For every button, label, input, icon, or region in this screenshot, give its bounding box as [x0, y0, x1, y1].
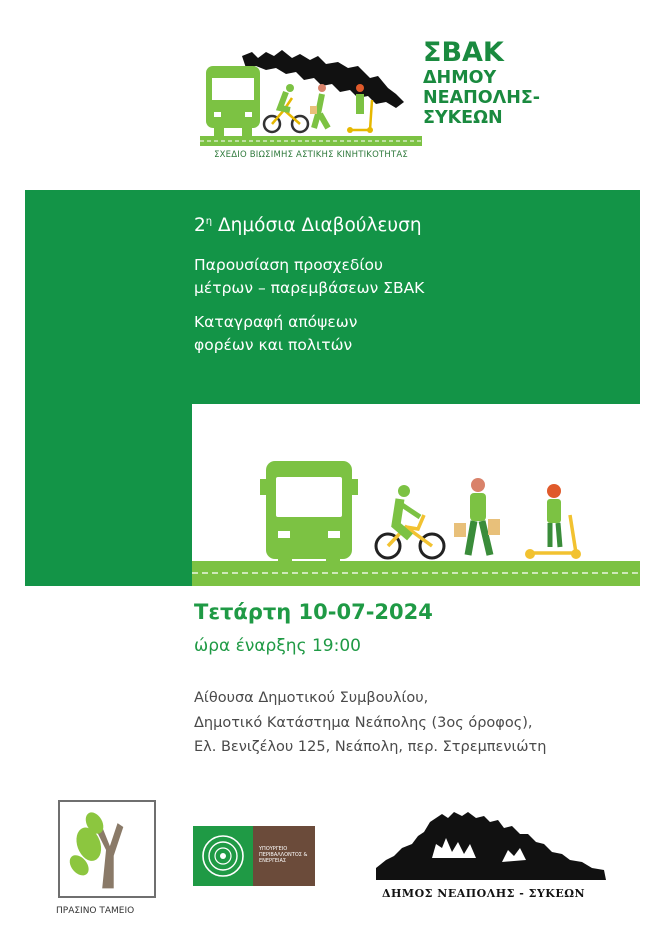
scooter-icon	[525, 484, 581, 559]
tree-icon	[66, 809, 123, 888]
municipality-caption: ΔΗΜΟΣ ΝΕΑΠΟΛΗΣ - ΣΥΚΕΩΝ	[382, 887, 586, 900]
cyclist-icon	[264, 84, 308, 132]
consultation-title	[194, 215, 624, 236]
brand-title: ΣΒΑΚ	[423, 37, 504, 68]
bus-icon	[260, 461, 358, 563]
municipality-logo	[372, 808, 610, 888]
green-fund-logo	[58, 800, 156, 898]
sump-logo	[200, 44, 422, 164]
sump-logo-caption: ΣΧΕΔΙΟ ΒΙΩΣΙΜΗΣ ΑΣΤΙΚΗΣ ΚΙΝΗΤΙΚΟΤΗΤΑΣ	[214, 150, 408, 160]
brand-line-1: ΔΗΜΟΥ	[423, 68, 497, 88]
banner-line-4: φορέων και πολιτών	[194, 336, 353, 354]
brand-block	[423, 38, 563, 128]
venue-line-2: Δημοτικό Κατάστημα Νεάπολης (3ος όροφος),	[194, 714, 533, 731]
ordinal-suffix: η	[205, 215, 213, 227]
brand-line-2: ΝΕΑΠΟΛΗΣ-	[423, 88, 541, 108]
pedestrian-icon	[454, 478, 500, 555]
event-date: Τετάρτη 10-07-2024	[194, 600, 433, 624]
ministry-text-panel	[253, 826, 315, 886]
venue-address	[194, 686, 546, 760]
green-fund-caption: ΠΡΑΣΙΝΟ ΤΑΜΕΙΟ	[56, 906, 135, 916]
pedestrian-icon	[310, 84, 328, 128]
banner-line-2: μέτρων – παρεμβάσεων ΣΒΑΚ	[194, 279, 425, 297]
spiral-emblem-icon	[193, 826, 253, 886]
ministry-logo	[193, 826, 315, 886]
venue-line-1: Αίθουσα Δημοτικού Συμβουλίου,	[194, 690, 429, 706]
ministry-emblem-panel	[193, 826, 253, 886]
consultation-title-text: Δημόσια Διαβούλευση	[218, 215, 422, 236]
bus-icon	[206, 66, 260, 136]
castle-silhouette-icon	[376, 812, 606, 880]
banner-line-3: Καταγραφή απόψεων	[194, 313, 358, 331]
event-start-time: ώρα έναρξης 19:00	[194, 636, 361, 656]
banner-line-1: Παρουσίαση προσχεδίου	[194, 256, 384, 274]
ministry-name: ΥΠΟΥΡΓΕΙΟ ΠΕΡΙΒΑΛΛΟΝΤΟΣ & ΕΝΕΡΓΕΙΑΣ	[259, 846, 308, 864]
brand-line-3: ΣΥΚΕΩΝ	[423, 108, 503, 128]
venue-line-3: Ελ. Βενιζέλου 125, Νεάπολη, περ. Στρεμπενιώτη	[194, 739, 547, 755]
mobility-illustration	[192, 455, 640, 586]
banner-text	[194, 215, 624, 357]
ordinal-number: 2	[194, 215, 206, 236]
cyclist-icon	[376, 485, 444, 558]
